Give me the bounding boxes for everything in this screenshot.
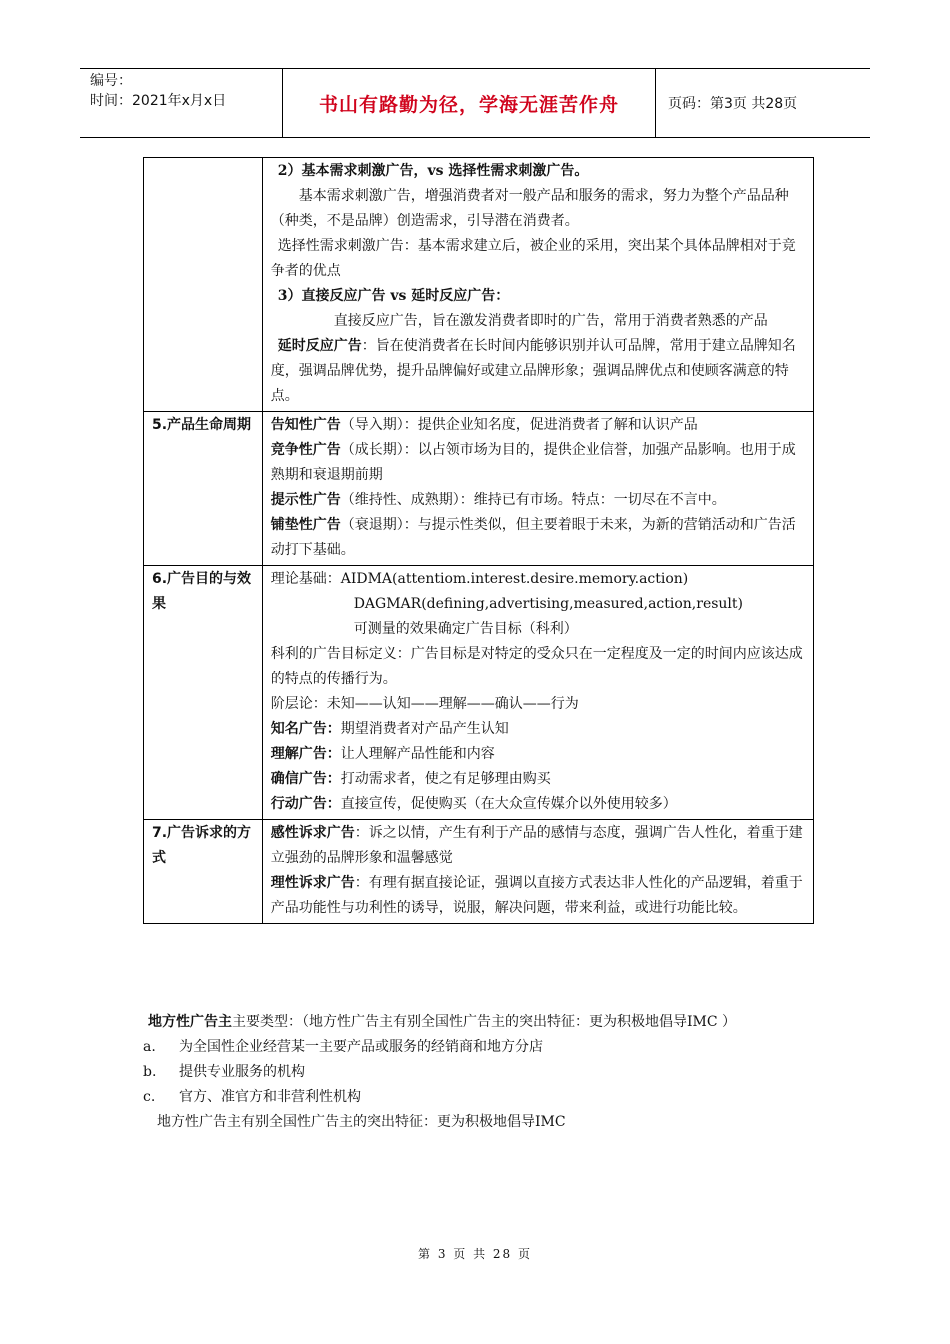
list-marker: c.: [143, 1089, 156, 1105]
paragraph: 基本需求刺激广告，增强消费者对一般产品和服务的需求，努力为整个产品品种（种类，不是品牌）创造需求，引导潜在消费者。: [270, 188, 789, 229]
theory-measurable: 可测量的效果确定广告目标（科利）: [353, 621, 578, 637]
section-title: 2）基本需求刺激广告，vs 选择性需求刺激广告。: [277, 163, 589, 179]
list-item: [271, 792, 807, 817]
row-label: 5.产品生命周期: [144, 412, 263, 566]
term: 理性诉求广告: [270, 875, 355, 891]
list-text: 提供专业服务的机构: [179, 1064, 305, 1080]
section-title: 3）直接反应广告 vs 延时反应广告：: [277, 288, 510, 304]
row-content: [262, 566, 813, 820]
term: 地方性广告主: [148, 1014, 232, 1030]
list-item: [143, 1060, 814, 1085]
list-item: [271, 717, 807, 742]
term-text: （导入期）：提供企业知名度，促进消费者了解和认识产品: [340, 417, 698, 433]
row-content: [262, 158, 813, 412]
list-item: [271, 413, 807, 438]
term: 知名广告：: [270, 721, 341, 737]
list-item: [271, 871, 807, 921]
list-item: [271, 767, 807, 792]
paragraph: [271, 334, 807, 409]
table-row: [144, 158, 814, 412]
list-marker: a.: [143, 1039, 156, 1055]
table-row: [144, 566, 814, 820]
page-footer: 第 3 页 共 28 页: [418, 1247, 532, 1261]
row-content: [262, 820, 813, 924]
term: 延时反应广告: [277, 338, 362, 354]
term-text: 打动需求者，使之有足够理由购买: [340, 771, 551, 787]
term-text: 主要类型：（地方性广告主有别全国性广告主的突出特征：更为积极地倡导IMC ）: [232, 1014, 737, 1030]
term-text: ：诉之以情，产生有利于产品的感情与态度，强调广告人性化，着重于建立强劲的品牌形象和温馨感觉: [270, 825, 803, 866]
theory-dagmar: DAGMAR(defining,advertising,measured,action,result): [353, 596, 743, 612]
table-row: [144, 412, 814, 566]
term: 告知性广告: [270, 417, 341, 433]
row-content: [262, 412, 813, 566]
document-number-label: 编号：: [90, 73, 132, 89]
row-label: 7.广告诉求的方式: [144, 820, 263, 924]
list-text: 官方、准官方和非营利性机构: [179, 1089, 361, 1105]
local-advertiser-section: [143, 1010, 814, 1135]
theory-line: [271, 567, 807, 592]
list-item: [271, 821, 807, 871]
list-text: 为全国性企业经营某一主要产品或服务的经销商和地方分店: [179, 1039, 543, 1055]
content-table: [143, 157, 814, 924]
term: 确信广告：: [270, 771, 341, 787]
list-item: [143, 1085, 814, 1110]
term: 提示性广告: [270, 492, 341, 508]
term-text: 直接宣传，促使购买（在大众宣传媒介以外使用较多）: [340, 796, 677, 812]
row-label: 6.广告目的与效果: [144, 566, 263, 820]
page-header: [80, 68, 870, 138]
term: 行动广告：: [270, 796, 341, 812]
row-label: [144, 158, 263, 412]
theory-aidma: AIDMA(attentiom.interest.desire.memory.action): [340, 571, 689, 587]
table-row: [144, 820, 814, 924]
term: 铺垫性广告: [270, 517, 341, 533]
theory-prefix: 理论基础：: [270, 571, 341, 587]
term-text: （成长期）：以占领市场为目的，提供企业信誉，加强产品影响。也用于成熟期和衰退期前期: [270, 442, 796, 483]
paragraph: 阶层论：未知——认知——理解——确认——行为: [270, 696, 579, 712]
paragraph: 直接反应广告，旨在激发消费者即时的广告，常用于消费者熟悉的产品: [333, 313, 768, 329]
term: 感性诉求广告: [270, 825, 355, 841]
header-page-info: 页码：第3页 共28页: [668, 96, 798, 112]
term-text: ：旨在使消费者在长时间内能够识别并认可品牌，常用于建立品牌知名度，强调品牌优势，提升品牌偏好或建立品牌形象；强调品牌优点和使顾客满意的特点。: [270, 338, 796, 404]
term-text: 让人理解产品性能和内容: [340, 746, 495, 762]
list-item: [271, 488, 807, 513]
term: 竞争性广告: [270, 442, 341, 458]
section-intro: [143, 1010, 814, 1035]
closing-paragraph: 地方性广告主有别全国性广告主的突出特征：更为积极地倡导IMC: [157, 1114, 566, 1130]
document-date: 时间：2021年x月x日: [90, 93, 227, 109]
paragraph: 选择性需求刺激广告：基本需求建立后，被企业的采用，突出某个具体品牌相对于竞争者的优点: [270, 238, 796, 279]
list-item: [271, 742, 807, 767]
paragraph: 科利的广告目标定义：广告目标是对特定的受众只在一定程度及一定的时间内应该达成的特点的传播行为。: [270, 646, 803, 687]
term-text: 期望消费者对产品产生认知: [340, 721, 509, 737]
term: 理解广告：: [270, 746, 341, 762]
term-text: ：有理有据直接论证，强调以直接方式表达非人性化的产品逻辑，着重于产品功能性与功利性的诱导，说服，解决问题，带来利益，或进行功能比较。: [270, 875, 803, 916]
list-item: [143, 1035, 814, 1060]
header-motto: 书山有路勤为径，学海无涯苦作舟: [283, 69, 656, 137]
list-item: [271, 438, 807, 488]
term-text: （维持性、成熟期）：维持已有市场。特点：一切尽在不言中。: [340, 492, 726, 508]
list-marker: b.: [143, 1064, 157, 1080]
list-item: [271, 513, 807, 563]
header-meta: [80, 69, 283, 137]
term-text: （衰退期）：与提示性类似，但主要着眼于未来，为新的营销活动和广告活动打下基础。: [270, 517, 796, 558]
